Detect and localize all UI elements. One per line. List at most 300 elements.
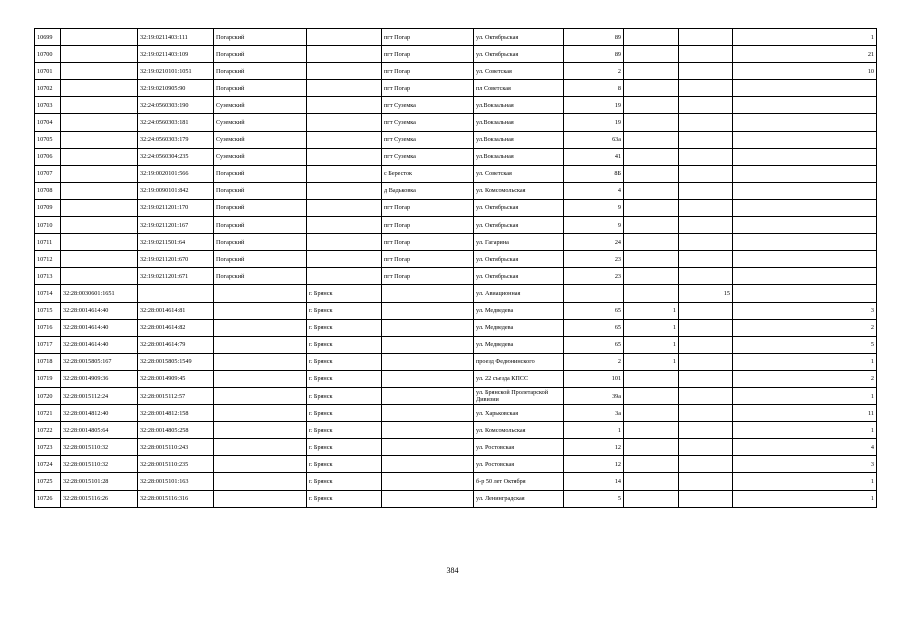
street-cell: ул. Гагарина <box>474 234 564 251</box>
apartment-number-cell <box>733 217 877 234</box>
district-cell: Погарский <box>214 217 307 234</box>
house-number-cell <box>564 285 624 302</box>
object-cadastral-number-cell: 32:24:0560303:181 <box>138 114 214 131</box>
apartment-number-cell <box>733 148 877 165</box>
table-row <box>35 319 877 336</box>
city-cell: г. Брянск <box>307 439 382 456</box>
street-cell: ул. 22 съезда КПСС <box>474 370 564 387</box>
row-number-cell: 10726 <box>35 490 61 507</box>
land-cadastral-number-cell <box>61 165 138 182</box>
table-row <box>35 490 877 507</box>
building-number-cell <box>624 114 679 131</box>
district-cell: Погарский <box>214 182 307 199</box>
row-number-cell: 10725 <box>35 473 61 490</box>
row-number-cell: 10706 <box>35 148 61 165</box>
street-cell: ул. Октябрьская <box>474 29 564 46</box>
land-cadastral-number-cell <box>61 234 138 251</box>
object-cadastral-number-cell: 32:28:0015101:163 <box>138 473 214 490</box>
settlement-cell <box>382 387 474 404</box>
house-number-cell: 89 <box>564 46 624 63</box>
building-number-cell <box>624 29 679 46</box>
land-cadastral-number-cell <box>61 251 138 268</box>
land-plot-number-cell <box>679 165 733 182</box>
building-number-cell <box>624 148 679 165</box>
apartment-number-cell: 1 <box>733 422 877 439</box>
settlement-cell: пгт Погар <box>382 46 474 63</box>
row-number-cell: 10716 <box>35 319 61 336</box>
district-cell: Погарский <box>214 251 307 268</box>
house-number-cell: 65 <box>564 319 624 336</box>
land-plot-number-cell <box>679 114 733 131</box>
city-cell: г. Брянск <box>307 422 382 439</box>
building-number-cell: 1 <box>624 302 679 319</box>
object-cadastral-number-cell: 32:28:0014805:258 <box>138 422 214 439</box>
table-row <box>35 473 877 490</box>
row-number-cell: 10722 <box>35 422 61 439</box>
building-number-cell <box>624 387 679 404</box>
table-row <box>35 405 877 422</box>
city-cell <box>307 234 382 251</box>
land-plot-number-cell <box>679 46 733 63</box>
settlement-cell <box>382 353 474 370</box>
land-cadastral-number-cell <box>61 182 138 199</box>
district-cell <box>214 336 307 353</box>
street-cell: ул. Авиационная <box>474 285 564 302</box>
land-cadastral-number-cell: 32:28:0014805:64 <box>61 422 138 439</box>
settlement-cell: пгт Погар <box>382 80 474 97</box>
apartment-number-cell: 1 <box>733 29 877 46</box>
street-cell: пл Советская <box>474 80 564 97</box>
settlement-cell: пгт Погар <box>382 217 474 234</box>
land-cadastral-number-cell: 32:28:0015112:24 <box>61 387 138 404</box>
street-cell: ул. Харьковская <box>474 405 564 422</box>
building-number-cell <box>624 131 679 148</box>
row-number-cell: 10715 <box>35 302 61 319</box>
building-number-cell <box>624 46 679 63</box>
district-cell <box>214 490 307 507</box>
street-cell: ул.Вокзальная <box>474 148 564 165</box>
object-cadastral-number-cell: 32:19:0211403:111 <box>138 29 214 46</box>
row-number-cell: 10708 <box>35 182 61 199</box>
house-number-cell: 4 <box>564 182 624 199</box>
house-number-cell: 41 <box>564 148 624 165</box>
object-cadastral-number-cell: 32:19:0020101:566 <box>138 165 214 182</box>
land-cadastral-number-cell: 32:28:0015110:32 <box>61 439 138 456</box>
land-cadastral-number-cell <box>61 80 138 97</box>
land-plot-number-cell <box>679 456 733 473</box>
city-cell: г. Брянск <box>307 473 382 490</box>
house-number-cell: 8Б <box>564 165 624 182</box>
land-cadastral-number-cell <box>61 97 138 114</box>
district-cell <box>214 387 307 404</box>
street-cell: ул. Брянской Пролетарской Дивизии <box>474 387 564 404</box>
street-cell: ул. Октябрьская <box>474 46 564 63</box>
apartment-number-cell <box>733 182 877 199</box>
land-plot-number-cell <box>679 234 733 251</box>
building-number-cell <box>624 439 679 456</box>
street-cell: ул. Советская <box>474 63 564 80</box>
table-row <box>35 302 877 319</box>
land-cadastral-number-cell: 32:28:0015116:26 <box>61 490 138 507</box>
city-cell <box>307 182 382 199</box>
street-cell: ул. Ростовская <box>474 439 564 456</box>
land-plot-number-cell <box>679 405 733 422</box>
row-number-cell: 10713 <box>35 268 61 285</box>
city-cell: г. Брянск <box>307 302 382 319</box>
row-number-cell: 10719 <box>35 370 61 387</box>
settlement-cell <box>382 422 474 439</box>
apartment-number-cell: 1 <box>733 387 877 404</box>
street-cell: ул. Медведева <box>474 302 564 319</box>
building-number-cell <box>624 165 679 182</box>
district-cell: Погарский <box>214 165 307 182</box>
row-number-cell: 10720 <box>35 387 61 404</box>
land-plot-number-cell <box>679 29 733 46</box>
building-number-cell: 1 <box>624 353 679 370</box>
land-cadastral-number-cell: 32:28:0030601:1651 <box>61 285 138 302</box>
apartment-number-cell: 1 <box>733 473 877 490</box>
settlement-cell: пгт Погар <box>382 29 474 46</box>
land-cadastral-number-cell: 32:28:0015805:167 <box>61 353 138 370</box>
settlement-cell <box>382 456 474 473</box>
settlement-cell <box>382 336 474 353</box>
row-number-cell: 10723 <box>35 439 61 456</box>
house-number-cell: 24 <box>564 234 624 251</box>
land-plot-number-cell <box>679 336 733 353</box>
district-cell <box>214 456 307 473</box>
city-cell <box>307 97 382 114</box>
register-table <box>34 28 877 508</box>
house-number-cell: 1 <box>564 422 624 439</box>
land-plot-number-cell <box>679 302 733 319</box>
city-cell: г. Брянск <box>307 405 382 422</box>
building-number-cell <box>624 285 679 302</box>
settlement-cell <box>382 302 474 319</box>
settlement-cell <box>382 319 474 336</box>
city-cell <box>307 251 382 268</box>
city-cell <box>307 63 382 80</box>
object-cadastral-number-cell: 32:24:0560304:235 <box>138 148 214 165</box>
house-number-cell: 5 <box>564 490 624 507</box>
house-number-cell: 12 <box>564 456 624 473</box>
district-cell: Суземский <box>214 131 307 148</box>
land-plot-number-cell <box>679 422 733 439</box>
land-plot-number-cell <box>679 473 733 490</box>
table-row <box>35 29 877 46</box>
district-cell: Суземский <box>214 114 307 131</box>
house-number-cell: 63а <box>564 131 624 148</box>
building-number-cell <box>624 473 679 490</box>
district-cell: Суземский <box>214 97 307 114</box>
settlement-cell <box>382 370 474 387</box>
object-cadastral-number-cell: 32:19:0210905:90 <box>138 80 214 97</box>
land-plot-number-cell: 15 <box>679 285 733 302</box>
house-number-cell: 65 <box>564 336 624 353</box>
street-cell: ул. Медведева <box>474 336 564 353</box>
house-number-cell: 3а <box>564 405 624 422</box>
table-body <box>35 29 877 508</box>
table-row <box>35 251 877 268</box>
street-cell: ул. Комсомольская <box>474 422 564 439</box>
house-number-cell: 9 <box>564 217 624 234</box>
settlement-cell: пгт Погар <box>382 251 474 268</box>
table-row <box>35 114 877 131</box>
building-number-cell <box>624 182 679 199</box>
settlement-cell: пгт Погар <box>382 234 474 251</box>
land-cadastral-number-cell: 32:28:0014614:40 <box>61 319 138 336</box>
object-cadastral-number-cell: 32:19:0211403:109 <box>138 46 214 63</box>
apartment-number-cell <box>733 199 877 216</box>
land-plot-number-cell <box>679 439 733 456</box>
street-cell: ул.Вокзальная <box>474 114 564 131</box>
city-cell: г. Брянск <box>307 370 382 387</box>
district-cell: Погарский <box>214 46 307 63</box>
table-row <box>35 217 877 234</box>
row-number-cell: 10724 <box>35 456 61 473</box>
building-number-cell <box>624 405 679 422</box>
city-cell: г. Брянск <box>307 319 382 336</box>
building-number-cell <box>624 490 679 507</box>
land-plot-number-cell <box>679 97 733 114</box>
land-cadastral-number-cell: 32:28:0014614:40 <box>61 336 138 353</box>
street-cell: проезд Федюнинского <box>474 353 564 370</box>
row-number-cell: 10707 <box>35 165 61 182</box>
row-number-cell: 10721 <box>35 405 61 422</box>
settlement-cell <box>382 473 474 490</box>
land-plot-number-cell <box>679 217 733 234</box>
street-cell: ул. Октябрьская <box>474 199 564 216</box>
house-number-cell: 19 <box>564 114 624 131</box>
street-cell: ул. Октябрьская <box>474 268 564 285</box>
land-cadastral-number-cell <box>61 199 138 216</box>
city-cell <box>307 165 382 182</box>
city-cell: г. Брянск <box>307 387 382 404</box>
street-cell: ул. Советская <box>474 165 564 182</box>
district-cell <box>214 473 307 490</box>
table-row <box>35 131 877 148</box>
land-cadastral-number-cell <box>61 29 138 46</box>
table-row <box>35 234 877 251</box>
settlement-cell: д Вадьковка <box>382 182 474 199</box>
city-cell <box>307 80 382 97</box>
apartment-number-cell: 2 <box>733 319 877 336</box>
row-number-cell: 10714 <box>35 285 61 302</box>
city-cell <box>307 268 382 285</box>
house-number-cell: 65 <box>564 302 624 319</box>
land-plot-number-cell <box>679 63 733 80</box>
apartment-number-cell <box>733 131 877 148</box>
row-number-cell: 10702 <box>35 80 61 97</box>
row-number-cell: 10711 <box>35 234 61 251</box>
land-plot-number-cell <box>679 131 733 148</box>
land-plot-number-cell <box>679 387 733 404</box>
land-cadastral-number-cell <box>61 63 138 80</box>
building-number-cell <box>624 199 679 216</box>
object-cadastral-number-cell: 32:19:0211201:170 <box>138 199 214 216</box>
row-number-cell: 10703 <box>35 97 61 114</box>
building-number-cell: 1 <box>624 336 679 353</box>
city-cell <box>307 46 382 63</box>
city-cell <box>307 199 382 216</box>
table-row <box>35 336 877 353</box>
settlement-cell: с Бересток <box>382 165 474 182</box>
object-cadastral-number-cell: 32:28:0014909:45 <box>138 370 214 387</box>
row-number-cell: 10704 <box>35 114 61 131</box>
settlement-cell: пгт Суземка <box>382 148 474 165</box>
land-plot-number-cell <box>679 319 733 336</box>
house-number-cell: 101 <box>564 370 624 387</box>
page-number: 384 <box>446 566 459 575</box>
object-cadastral-number-cell: 32:19:0211201:670 <box>138 251 214 268</box>
object-cadastral-number-cell: 32:28:0014614:82 <box>138 319 214 336</box>
land-cadastral-number-cell <box>61 217 138 234</box>
land-cadastral-number-cell <box>61 114 138 131</box>
table-row <box>35 387 877 404</box>
land-plot-number-cell <box>679 148 733 165</box>
house-number-cell: 23 <box>564 268 624 285</box>
land-cadastral-number-cell: 32:28:0014614:40 <box>61 302 138 319</box>
district-cell <box>214 302 307 319</box>
building-number-cell <box>624 422 679 439</box>
object-cadastral-number-cell: 32:28:0015116:316 <box>138 490 214 507</box>
table-row <box>35 46 877 63</box>
table-row <box>35 422 877 439</box>
table-row <box>35 199 877 216</box>
apartment-number-cell <box>733 268 877 285</box>
building-number-cell <box>624 268 679 285</box>
district-cell <box>214 285 307 302</box>
apartment-number-cell: 1 <box>733 353 877 370</box>
table-row <box>35 370 877 387</box>
district-cell: Погарский <box>214 234 307 251</box>
building-number-cell <box>624 217 679 234</box>
apartment-number-cell: 11 <box>733 405 877 422</box>
settlement-cell: пгт Погар <box>382 63 474 80</box>
land-cadastral-number-cell <box>61 268 138 285</box>
object-cadastral-number-cell: 32:28:0015805:1549 <box>138 353 214 370</box>
house-number-cell: 2 <box>564 63 624 80</box>
street-cell: ул.Вокзальная <box>474 131 564 148</box>
apartment-number-cell: 5 <box>733 336 877 353</box>
object-cadastral-number-cell <box>138 285 214 302</box>
house-number-cell: 39а <box>564 387 624 404</box>
settlement-cell <box>382 490 474 507</box>
land-plot-number-cell <box>679 182 733 199</box>
city-cell: г. Брянск <box>307 353 382 370</box>
house-number-cell: 12 <box>564 439 624 456</box>
land-plot-number-cell <box>679 370 733 387</box>
object-cadastral-number-cell: 32:28:0014614:81 <box>138 302 214 319</box>
object-cadastral-number-cell: 32:28:0014614:79 <box>138 336 214 353</box>
house-number-cell: 2 <box>564 353 624 370</box>
city-cell: г. Брянск <box>307 490 382 507</box>
city-cell: г. Брянск <box>307 336 382 353</box>
city-cell <box>307 148 382 165</box>
building-number-cell <box>624 234 679 251</box>
apartment-number-cell <box>733 165 877 182</box>
house-number-cell: 14 <box>564 473 624 490</box>
land-plot-number-cell <box>679 80 733 97</box>
settlement-cell: пгт Суземка <box>382 114 474 131</box>
street-cell: ул. Ленинградская <box>474 490 564 507</box>
object-cadastral-number-cell: 32:28:0015110:235 <box>138 456 214 473</box>
object-cadastral-number-cell: 32:24:0560303:179 <box>138 131 214 148</box>
land-plot-number-cell <box>679 268 733 285</box>
settlement-cell: пгт Погар <box>382 268 474 285</box>
building-number-cell <box>624 80 679 97</box>
district-cell: Погарский <box>214 29 307 46</box>
district-cell: Погарский <box>214 199 307 216</box>
house-number-cell: 19 <box>564 97 624 114</box>
house-number-cell: 23 <box>564 251 624 268</box>
row-number-cell: 10709 <box>35 199 61 216</box>
apartment-number-cell: 3 <box>733 456 877 473</box>
object-cadastral-number-cell: 32:19:0211501:64 <box>138 234 214 251</box>
apartment-number-cell <box>733 114 877 131</box>
table-row <box>35 63 877 80</box>
table-row <box>35 285 877 302</box>
street-cell: ул. Комсомольская <box>474 182 564 199</box>
street-cell: ул. Октябрьская <box>474 217 564 234</box>
building-number-cell: 1 <box>624 319 679 336</box>
object-cadastral-number-cell: 32:19:0210101:1051 <box>138 63 214 80</box>
land-cadastral-number-cell: 32:28:0014909:36 <box>61 370 138 387</box>
apartment-number-cell: 3 <box>733 302 877 319</box>
settlement-cell: пгт Суземка <box>382 97 474 114</box>
settlement-cell <box>382 285 474 302</box>
city-cell <box>307 114 382 131</box>
object-cadastral-number-cell: 32:28:0015112:57 <box>138 387 214 404</box>
table-row <box>35 456 877 473</box>
table-row <box>35 148 877 165</box>
settlement-cell <box>382 439 474 456</box>
row-number-cell: 10701 <box>35 63 61 80</box>
district-cell: Погарский <box>214 268 307 285</box>
apartment-number-cell: 1 <box>733 490 877 507</box>
district-cell <box>214 422 307 439</box>
apartment-number-cell <box>733 234 877 251</box>
land-cadastral-number-cell <box>61 46 138 63</box>
street-cell: б-р 50 лет Октября <box>474 473 564 490</box>
table-row <box>35 165 877 182</box>
apartment-number-cell <box>733 251 877 268</box>
land-cadastral-number-cell: 32:28:0014812:40 <box>61 405 138 422</box>
object-cadastral-number-cell: 32:19:0090101:842 <box>138 182 214 199</box>
district-cell <box>214 405 307 422</box>
table-row <box>35 439 877 456</box>
district-cell: Суземский <box>214 148 307 165</box>
settlement-cell: пгт Погар <box>382 199 474 216</box>
table-row <box>35 353 877 370</box>
row-number-cell: 10710 <box>35 217 61 234</box>
street-cell: ул.Вокзальная <box>474 97 564 114</box>
row-number-cell: 10718 <box>35 353 61 370</box>
table-row <box>35 97 877 114</box>
row-number-cell: 10700 <box>35 46 61 63</box>
land-cadastral-number-cell <box>61 148 138 165</box>
table-row <box>35 80 877 97</box>
district-cell <box>214 370 307 387</box>
object-cadastral-number-cell: 32:28:0014812:158 <box>138 405 214 422</box>
object-cadastral-number-cell: 32:19:0211201:671 <box>138 268 214 285</box>
district-cell <box>214 353 307 370</box>
apartment-number-cell: 2 <box>733 370 877 387</box>
object-cadastral-number-cell: 32:19:0211201:167 <box>138 217 214 234</box>
table-row <box>35 182 877 199</box>
district-cell: Погарский <box>214 63 307 80</box>
object-cadastral-number-cell: 32:28:0015110:243 <box>138 439 214 456</box>
apartment-number-cell: 4 <box>733 439 877 456</box>
